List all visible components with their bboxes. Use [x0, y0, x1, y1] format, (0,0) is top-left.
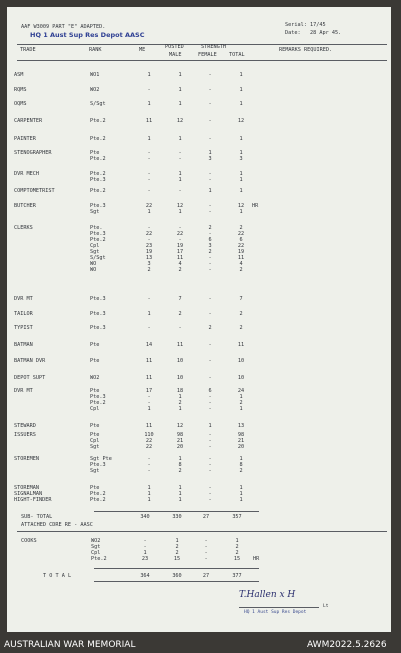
row-trade: BUTCHER — [14, 203, 36, 209]
row-rank: Pte Pte.2 Pte.2 — [90, 485, 106, 503]
row-male: 12 — [176, 423, 184, 429]
row-male: 10 — [176, 375, 184, 381]
row-total: 1 — [239, 87, 243, 93]
total-rule-bottom — [94, 581, 259, 582]
attached-rule — [17, 531, 387, 532]
col-posted: POSTED — [165, 44, 184, 50]
subtotal-total: 357 — [232, 514, 242, 520]
row-female: - - - — [208, 456, 212, 474]
row-male: 1 1 1 — [178, 485, 182, 503]
document-date: Date: 28 Apr 45. — [285, 30, 342, 36]
col-female: FEMALE — [198, 52, 217, 58]
row-me: 11 — [145, 423, 153, 429]
row-male: 1 — [178, 136, 182, 142]
row-trade: CLERKS — [14, 225, 33, 231]
row-rank: Pte.2 — [90, 136, 106, 142]
row-trade: STENOGRAPHER — [14, 150, 52, 156]
row-female: - — [208, 72, 212, 78]
header-rule-bottom — [17, 60, 387, 61]
row-total: 24 1 2 1 — [237, 388, 245, 412]
signature-caption: HQ 1 Aust Sup Res Depot — [244, 610, 307, 615]
row-rank: Pte.2 — [90, 188, 106, 194]
row-total: 1 — [239, 101, 243, 107]
row-female: - — [208, 358, 212, 364]
subtotal-female: 27 — [202, 514, 210, 520]
row-rank: Pte — [90, 342, 100, 348]
row-female: - — [208, 136, 212, 142]
subtotal-male: 330 — [172, 514, 182, 520]
row-rank: Pte.3 — [90, 325, 106, 331]
row-male: 1 — [178, 87, 182, 93]
row-total: 10 — [237, 375, 245, 381]
row-trade: DVR MECH — [14, 171, 39, 177]
total-female: 27 — [202, 573, 210, 579]
row-female: - — [208, 101, 212, 107]
row-me: - — [147, 87, 151, 93]
row-me: 22 1 — [145, 203, 153, 215]
attached-label: ATTACHED CDRE RE - AASC — [21, 522, 93, 528]
row-trade: RQMS — [14, 87, 27, 93]
subtotal-label: SUB- TOTAL — [21, 514, 53, 520]
row-male: - — [178, 325, 182, 331]
row-male: 1 1 — [178, 171, 182, 183]
row-trade: BATMAN — [14, 342, 33, 348]
row-female: 1 3 — [208, 150, 212, 162]
row-rank: WO2 — [90, 87, 100, 93]
row-rank: Sgt Pte Pte.3 Sgt — [90, 456, 112, 474]
row-female: 1 — [208, 423, 212, 429]
row-female: - — [208, 87, 212, 93]
row-total: 2 — [239, 311, 243, 317]
row-total: 7 — [239, 296, 243, 302]
row-me: - - — [147, 150, 151, 162]
row-female: - — [208, 342, 212, 348]
row-male: - — [178, 188, 182, 194]
col-me: ME — [139, 47, 146, 53]
row-male: 7 — [178, 296, 182, 302]
document-page — [7, 7, 391, 632]
row-female: - - - — [208, 432, 212, 450]
row-total: 1 — [239, 72, 243, 78]
row-male: 1 — [178, 101, 182, 107]
row-total: 1 — [239, 188, 243, 194]
row-me: - - — [147, 171, 151, 183]
row-male: - 22 - 19 17 11 4 2 — [176, 225, 184, 273]
row-male: 2 — [178, 311, 182, 317]
row-rank: Pte.3 — [90, 311, 106, 317]
row-total: 10 — [237, 358, 245, 364]
row-trade: CARPENTER — [14, 118, 43, 124]
row-total: 2 22 6 22 19 11 4 2 — [237, 225, 245, 273]
row-trade: TYPIST — [14, 325, 33, 331]
row-me: 1 — [147, 311, 151, 317]
row-rank: WO1 — [90, 72, 100, 78]
row-total: 1 3 — [239, 150, 243, 162]
row-male: 12 — [176, 118, 184, 124]
row-trade: DVR MT — [14, 388, 33, 394]
row-rank: Pte — [90, 423, 100, 429]
row-female: - - — [208, 171, 212, 183]
row-me: - 22 - 23 19 13 3 2 — [145, 225, 153, 273]
row-total: 1 1 1 — [239, 485, 243, 503]
row-rank: S/Sgt — [90, 101, 106, 107]
row-me: 14 — [145, 342, 153, 348]
row-trade: ISSUERS — [14, 432, 36, 438]
row-total: 2 — [239, 325, 243, 331]
row-rank: Pte — [90, 358, 100, 364]
row-trade: BATMAN DVR — [14, 358, 46, 364]
row-rank: WO2 — [90, 375, 100, 381]
row-me: 110 22 22 — [144, 432, 154, 450]
row-trade: COMPTOMETRIST — [14, 188, 55, 194]
cooks-rank: WO2 Sgt Cpl Pte.2 — [91, 538, 107, 562]
row-trade: STOREMAN SIGNALMAN HIGHT-FINDER — [14, 485, 52, 503]
row-me: - — [147, 296, 151, 302]
row-me: 1 — [147, 101, 151, 107]
row-trade: TAILOR — [14, 311, 33, 317]
row-female: - — [208, 296, 212, 302]
row-female: - — [208, 375, 212, 381]
row-total: 98 21 20 — [237, 432, 245, 450]
row-total: 1 1 — [239, 171, 243, 183]
total-total: 377 — [232, 573, 242, 579]
row-me: 17 - - 1 — [145, 388, 153, 412]
signature: T.Hallen x H — [239, 590, 296, 600]
row-rank: Pte.3 — [90, 296, 106, 302]
row-me: - — [147, 188, 151, 194]
col-total: TOTAL — [229, 52, 245, 58]
row-trade: ASM — [14, 72, 24, 78]
row-remark: HR — [252, 203, 259, 209]
row-female: 1 — [208, 188, 212, 194]
row-me: - - - — [147, 456, 151, 474]
row-total: 12 1 — [237, 203, 245, 215]
cooks-me: - - 1 23 — [141, 538, 149, 562]
row-female: 6 - - - — [208, 388, 212, 412]
row-trade: DVR MT — [14, 296, 33, 302]
row-total: 13 — [237, 423, 245, 429]
unit-stamp: HQ 1 Aust Sup Res Depot AASC — [30, 31, 145, 39]
cooks-total: 1 2 2 15 — [233, 538, 241, 562]
subtotal-rule — [94, 511, 259, 512]
cooks-trade: COOKS — [21, 538, 37, 544]
row-rank: Pte. Pte.3 Pte.2 Cpl Sgt S/Sgt WO WO — [90, 225, 106, 273]
row-female: - — [208, 118, 212, 124]
total-rule-top — [94, 568, 259, 569]
row-me: 1 1 1 — [147, 485, 151, 503]
total-male: 360 — [172, 573, 182, 579]
row-rank: Pte.2 Pte.3 — [90, 171, 106, 183]
row-female: - — [208, 311, 212, 317]
row-me: 11 — [145, 358, 153, 364]
row-female: - - — [208, 203, 212, 215]
row-male: 12 1 — [176, 203, 184, 215]
row-me: 1 — [147, 72, 151, 78]
row-male: 1 — [178, 72, 182, 78]
cooks-female: - - - - — [204, 538, 208, 562]
total-label: T O T A L — [43, 573, 72, 579]
col-trade: TRADE — [20, 47, 36, 53]
row-trade: PAINTER — [14, 136, 36, 142]
subtotal-me: 340 — [140, 514, 150, 520]
row-male: 11 — [176, 342, 184, 348]
row-me: 11 — [145, 118, 153, 124]
row-trade: STOREMEN — [14, 456, 39, 462]
cooks-male: 1 2 2 15 — [173, 538, 181, 562]
row-total: 11 — [237, 342, 245, 348]
col-rank: RANK — [89, 47, 102, 53]
row-rank: Pte Pte.3 Pte.2 Cpl — [90, 388, 106, 412]
row-rank: Pte Pte.2 — [90, 150, 106, 162]
row-trade: STEWARD — [14, 423, 36, 429]
row-female: 2 — [208, 325, 212, 331]
row-total: 12 — [237, 118, 245, 124]
row-male: 1 8 2 — [178, 456, 182, 474]
serial-number: Serial: 17/45 — [285, 22, 326, 28]
row-trade: DEPOT SUPT — [14, 375, 46, 381]
row-male: 18 1 2 1 — [176, 388, 184, 412]
form-title: AAF W3009 PART "E" ADAPTED. — [21, 24, 106, 30]
row-male: 10 — [176, 358, 184, 364]
col-male: MALE — [169, 52, 182, 58]
footer-id: AWM2022.5.2626 — [307, 640, 387, 650]
row-me: - — [147, 325, 151, 331]
row-total: 1 8 2 — [239, 456, 243, 474]
row-male: 98 21 20 — [176, 432, 184, 450]
row-male: - - — [178, 150, 182, 162]
col-strength: STRENGTH — [201, 44, 226, 50]
row-me: 1 — [147, 136, 151, 142]
row-rank: Pte.2 — [90, 118, 106, 124]
footer-source: AUSTRALIAN WAR MEMORIAL — [4, 640, 136, 650]
row-rank: Pte.3 Sgt — [90, 203, 106, 215]
signature-line — [239, 607, 319, 608]
cooks-remark: HR — [253, 556, 260, 562]
row-rank: Pte Cpl Sgt — [90, 432, 100, 450]
col-remarks: REMARKS REQUIRED. — [279, 47, 333, 53]
total-me: 364 — [140, 573, 150, 579]
row-me: 11 — [145, 375, 153, 381]
row-trade: OQMS — [14, 101, 27, 107]
row-female: 2 - 6 3 2 - - - — [208, 225, 212, 273]
row-total: 1 — [239, 136, 243, 142]
signature-rank: Lt — [323, 604, 329, 609]
row-female: - - - — [208, 485, 212, 503]
